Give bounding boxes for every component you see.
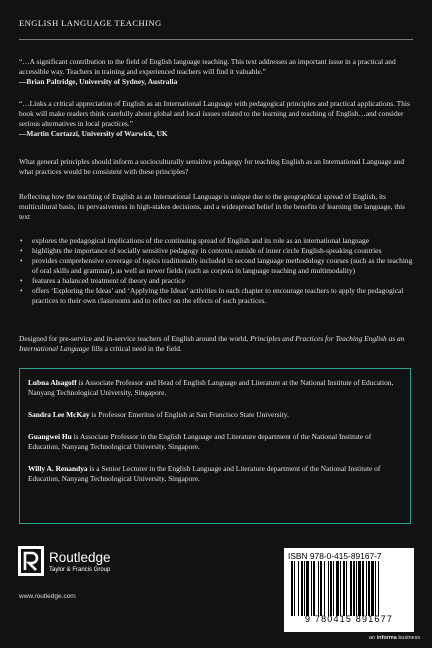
quote-attribution: —Martin Cortazzi, University of Warwick, UK — [19, 129, 168, 138]
barcode-bar — [378, 561, 379, 616]
barcode-bar — [304, 561, 305, 616]
list-item: • offers ‘Exploring the Ideas’ and ‘Applying the Ideas’ activities in each chapter to encourage teachers to apply the pedagogical practices to their own classrooms and to reflect on the effects of such practices. — [19, 286, 413, 306]
barcode-bar — [324, 561, 325, 616]
author-name: Lubna Alsagoff — [28, 378, 77, 387]
author-name: Guangwei Hu — [28, 432, 72, 441]
intro-paragraph: Reflecting how the teaching of English as an International Language is unique due to the geographical spread of English, its multicultural basis, its pervasiveness in high-stakes decisions, and a widespread belief in the benefits of learning the language, this text — [19, 192, 406, 221]
book-title: Principles and Practices for Teaching English as an International Language — [19, 334, 405, 353]
barcode-bar — [371, 561, 374, 616]
author-bio — [28, 378, 398, 398]
barcode-bar — [356, 561, 357, 616]
barcode-bar — [366, 561, 367, 616]
barcode-bar — [358, 561, 361, 616]
informa-text: an — [369, 635, 377, 641]
barcode-bar — [311, 561, 312, 616]
list-item: • highlights the importance of socially sensitive pedagogy in contexts outside of inner circle English-speaking countries — [19, 246, 413, 256]
barcode-bar — [306, 561, 309, 616]
series-title: ENGLISH LANGUAGE TEACHING — [19, 18, 162, 28]
authors-box — [19, 368, 411, 524]
barcode-bar — [336, 561, 339, 616]
list-item: • explores the pedagogical implications of the continuing spread of English and its role as an international language — [19, 236, 413, 246]
barcode-bar — [291, 561, 293, 616]
review-quote-1 — [19, 57, 413, 87]
list-item: • features a balanced treatment of theory and practice — [19, 276, 413, 286]
closing-paragraph — [19, 334, 413, 354]
quote-text: “…Links a critical appreciation of English as an International Language with pedagogical principles and practical applications. This book will make readers think carefully about global and local issues related to the learning and teaching of English…and consider serious alternatives in local practices.” — [19, 99, 410, 128]
author-name: Willy A. Renandya — [28, 464, 88, 473]
feature-list — [19, 236, 413, 306]
author-bio-text: is Professor Emeritus of English at San Francisco State University. — [89, 410, 289, 419]
header-rule — [19, 39, 413, 40]
barcode-bar — [375, 561, 376, 616]
author-bio-text: is Associate Professor in the English Language and Literature department of the National Institute of Education, Nanyang Technological University, Singapore. — [28, 432, 372, 451]
informa-business — [369, 635, 420, 641]
barcode-bar — [362, 561, 364, 616]
author-bio — [28, 432, 398, 452]
barcode-bar — [368, 561, 370, 616]
barcode-bar — [313, 561, 315, 616]
publisher-name: Routledge — [49, 550, 111, 565]
barcode-bar — [343, 561, 345, 616]
barcode-bar — [350, 561, 352, 616]
barcode-digits: 9 780415 891677 — [304, 614, 394, 624]
barcode-bar — [346, 561, 347, 616]
routledge-logo-icon — [18, 546, 44, 576]
barcode-bar — [340, 561, 341, 616]
barcode-bar — [353, 561, 355, 616]
publisher-logo — [18, 546, 111, 581]
publisher-group: Taylor & Francis Group — [49, 567, 111, 573]
list-item: • provides comprehensive coverage of topics traditionally included in second language methodology courses (such as the teaching of oral skills and grammar), as well as newer fields (such as corpora in language teaching and multimodality) — [19, 256, 413, 276]
isbn-label: ISBN 978-0-415-89167-7 — [288, 551, 382, 561]
review-quote-2 — [19, 99, 413, 139]
author-bio-text: is a Senior Lecturer in the English Language and Literature department of the National Institute of Education, Nanyang Technological University, Singapore. — [28, 464, 381, 483]
barcode-bar — [294, 561, 295, 616]
author-bio — [28, 410, 398, 420]
barcode-icon — [290, 561, 408, 616]
closing-text: fills a critical need in the field. — [89, 344, 182, 353]
author-bio-text: is Associate Professor and Head of English Language and Literature at the National Institute of Education, Nanyang Technological University, Singapore. — [28, 378, 394, 397]
quote-attribution: —Brian Paltridge, University of Sydney, Australia — [19, 77, 178, 86]
barcode-bar — [333, 561, 334, 616]
informa-brand: informa — [376, 635, 397, 641]
barcode-bar — [301, 561, 303, 616]
author-name: Sandra Lee McKay — [28, 410, 90, 419]
barcode-bar — [298, 561, 299, 616]
barcode-bar — [320, 561, 322, 616]
barcode-bar — [330, 561, 332, 616]
barcode-bar — [318, 561, 319, 616]
quote-text: “…A significant contribution to the field of English language teaching. This text addresses an important issue in a practical and accessible way. Teachers in training and experienced teachers will find it valuable.” — [19, 57, 396, 76]
informa-text: business — [396, 635, 421, 641]
barcode-bar — [328, 561, 329, 616]
closing-text: Designed for pre-service and in-service teachers of English around the world, — [19, 334, 251, 343]
isbn-barcode — [284, 548, 414, 632]
publisher-url: www.routledge.com — [19, 593, 76, 600]
question-paragraph: What general principles should inform a socioculturally sensitive pedagogy for teaching English as an International Language and what practices would be consistent with these principles? — [19, 157, 405, 176]
author-bio — [28, 464, 398, 484]
